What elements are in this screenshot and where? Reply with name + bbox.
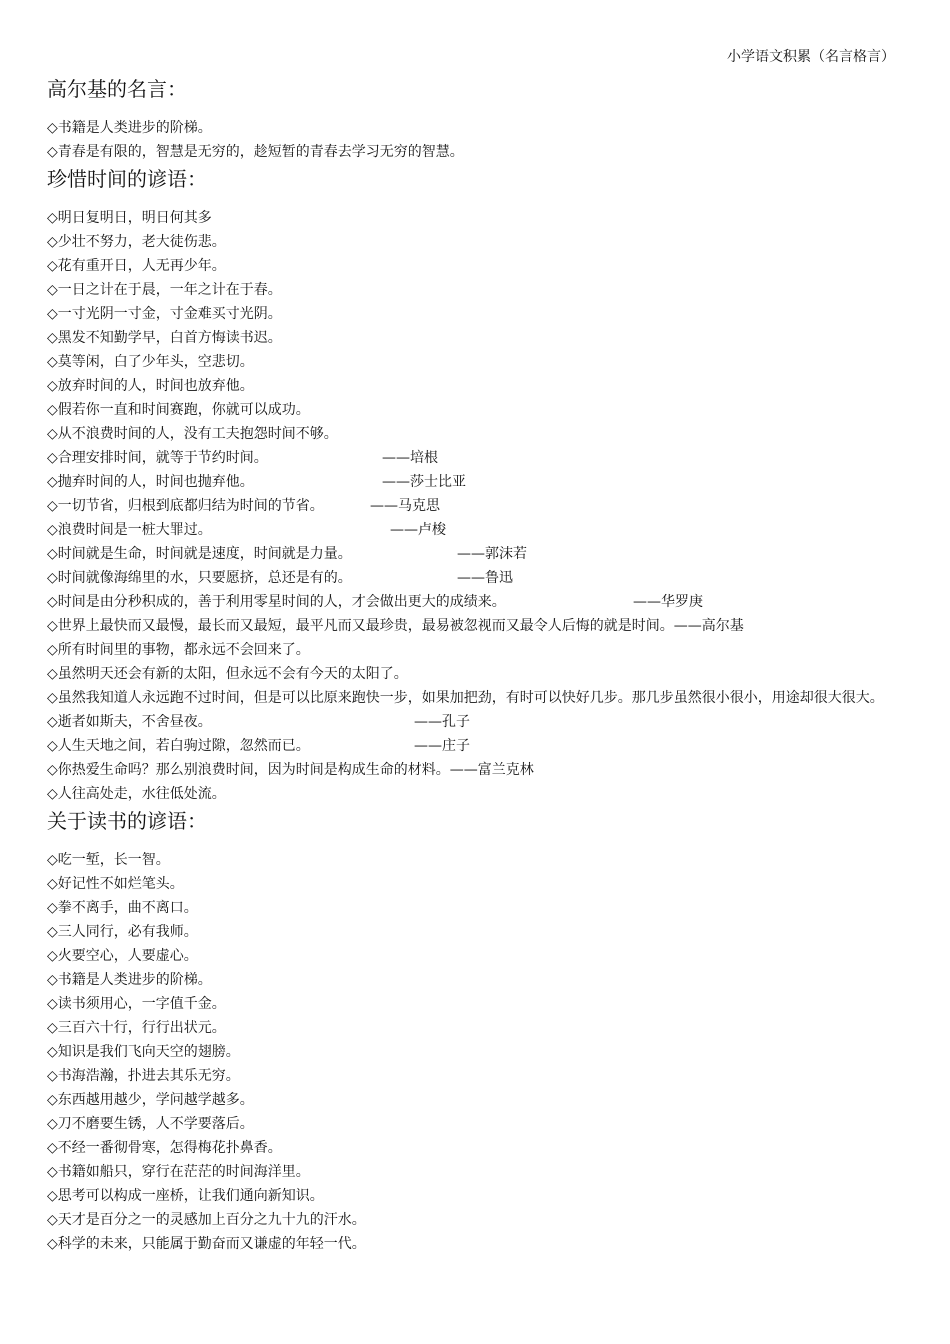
item-text: ◇书海浩瀚，扑进去其乐无穷。 <box>47 1068 240 1084</box>
item-author: ——庄子 <box>414 738 470 754</box>
item-text: ◇科学的未来，只能属于勤奋而又谦虚的年轻一代。 <box>47 1236 366 1252</box>
item-text: ◇读书须用心，一字值千金。 <box>47 996 226 1012</box>
item-text: ◇你热爱生命吗？那么别浪费时间，因为时间是构成生命的材料。——富兰克林 <box>47 762 534 778</box>
section <box>47 76 907 164</box>
list-item <box>47 1064 907 1088</box>
section-title: 珍惜时间的谚语： <box>47 167 207 191</box>
list-item <box>47 614 907 638</box>
item-text: ◇三人同行，必有我师。 <box>47 924 198 940</box>
item-text: ◇一切节省，归根到底都归结为时间的节省。 <box>47 498 324 514</box>
list-item <box>47 638 907 662</box>
item-text: ◇思考可以构成一座桥，让我们通向新知识。 <box>47 1188 324 1204</box>
list-item <box>47 278 907 302</box>
list-item <box>47 326 907 350</box>
list-item <box>47 1232 907 1256</box>
item-text: ◇假若你一直和时间赛跑，你就可以成功。 <box>47 402 310 418</box>
list-item <box>47 1136 907 1160</box>
item-text: ◇抛弃时间的人，时间也抛弃他。 <box>47 474 254 490</box>
list-item <box>47 542 907 566</box>
item-text: ◇时间是由分秒积成的，善于利用零星时间的人，才会做出更大的成绩来。 <box>47 594 506 610</box>
list-item <box>47 1112 907 1136</box>
item-text: ◇知识是我们飞向天空的翅膀。 <box>47 1044 240 1060</box>
item-text: ◇从不浪费时间的人，没有工夫抱怨时间不够。 <box>47 426 338 442</box>
item-text: ◇拳不离手，曲不离口。 <box>47 900 198 916</box>
item-author: ——孔子 <box>414 714 470 730</box>
item-text: ◇时间就是生命，时间就是速度，时间就是力量。 <box>47 546 352 562</box>
item-author: ——卢梭 <box>390 522 446 538</box>
list-item <box>47 1016 907 1040</box>
section-title: 关于读书的谚语： <box>47 809 207 833</box>
item-text: ◇好记性不如烂笔头。 <box>47 876 184 892</box>
item-text: ◇少壮不努力，老大徒伤悲。 <box>47 234 226 250</box>
list-item <box>47 782 907 806</box>
item-text: ◇时间就像海绵里的水，只要愿挤，总还是有的。 <box>47 570 352 586</box>
list-item <box>47 1208 907 1232</box>
item-text: ◇逝者如斯夫，不舍昼夜。 <box>47 714 212 730</box>
item-text: ◇一日之计在于晨，一年之计在于春。 <box>47 282 282 298</box>
list-item <box>47 872 907 896</box>
list-item <box>47 1088 907 1112</box>
item-text: ◇天才是百分之一的灵感加上百分之九十九的汗水。 <box>47 1212 366 1228</box>
item-text: ◇刀不磨要生锈，人不学要落后。 <box>47 1116 254 1132</box>
list-item <box>47 1184 907 1208</box>
item-text: ◇花有重开日，人无再少年。 <box>47 258 226 274</box>
header-note: 小学语文积累（名言格言） <box>727 49 895 65</box>
item-text: ◇人往高处走，水往低处流。 <box>47 786 226 802</box>
item-text: ◇书籍是人类进步的阶梯。 <box>47 972 212 988</box>
item-text: ◇人生天地之间，若白驹过隙，忽然而已。 <box>47 738 310 754</box>
item-text: ◇黑发不知勤学早，白首方悔读书迟。 <box>47 330 282 346</box>
list-item <box>47 206 907 230</box>
list-item <box>47 350 907 374</box>
list-item <box>47 140 907 164</box>
list-item <box>47 230 907 254</box>
item-text: ◇不经一番彻骨寒，怎得梅花扑鼻香。 <box>47 1140 282 1156</box>
list-item <box>47 590 907 614</box>
item-text: ◇东西越用越少，学问越学越多。 <box>47 1092 254 1108</box>
list-item <box>47 710 907 734</box>
list-item <box>47 446 907 470</box>
list-item <box>47 1040 907 1064</box>
list-item <box>47 896 907 920</box>
item-text: ◇书籍是人类进步的阶梯。 <box>47 120 212 136</box>
item-author: ——鲁迅 <box>457 570 513 586</box>
item-author: ——莎士比亚 <box>382 474 466 490</box>
item-text: ◇世界上最快而又最慢，最长而又最短，最平凡而又最珍贵，最易被忽视而又最令人后悔的就是时间。——高尔基 <box>47 618 744 634</box>
list-item <box>47 374 907 398</box>
list-item <box>47 494 907 518</box>
item-text: ◇书籍如船只，穿行在茫茫的时间海洋里。 <box>47 1164 310 1180</box>
section <box>47 166 907 806</box>
list-item <box>47 662 907 686</box>
item-author: ——马克思 <box>370 498 440 514</box>
item-text: ◇浪费时间是一桩大罪过。 <box>47 522 212 538</box>
list-item <box>47 920 907 944</box>
list-item <box>47 302 907 326</box>
list-item <box>47 422 907 446</box>
item-text: ◇虽然我知道人永远跑不过时间，但是可以比原来跑快一步，如果加把劲，有时可以快好几步。那几步虽然很小很小，用途却很大很大。 <box>47 690 884 706</box>
item-text: ◇所有时间里的事物，都永远不会回来了。 <box>47 642 310 658</box>
list-item <box>47 758 907 782</box>
list-item <box>47 116 907 140</box>
item-author: ——华罗庚 <box>633 594 703 610</box>
item-text: ◇一寸光阴一寸金，寸金难买寸光阴。 <box>47 306 282 322</box>
item-text: ◇青春是有限的，智慧是无穷的，趁短暂的青春去学习无穷的智慧。 <box>47 144 464 160</box>
list-item <box>47 848 907 872</box>
document-body <box>47 76 907 1258</box>
item-text: ◇虽然明天还会有新的太阳，但永远不会有今天的太阳了。 <box>47 666 408 682</box>
list-item <box>47 992 907 1016</box>
item-text: ◇火要空心，人要虚心。 <box>47 948 198 964</box>
list-item <box>47 470 907 494</box>
item-text: ◇明日复明日，明日何其多 <box>47 210 212 226</box>
list-item <box>47 686 907 710</box>
list-item <box>47 518 907 542</box>
item-author: ——培根 <box>382 450 438 466</box>
list-item <box>47 1160 907 1184</box>
item-author: ——郭沫若 <box>457 546 527 562</box>
item-text: ◇三百六十行，行行出状元。 <box>47 1020 226 1036</box>
item-text: ◇放弃时间的人，时间也放弃他。 <box>47 378 254 394</box>
item-text: ◇吃一堑，长一智。 <box>47 852 170 868</box>
list-item <box>47 254 907 278</box>
section-title: 高尔基的名言： <box>47 77 187 101</box>
list-item <box>47 968 907 992</box>
section <box>47 808 907 1256</box>
list-item <box>47 566 907 590</box>
item-text: ◇合理安排时间，就等于节约时间。 <box>47 450 268 466</box>
list-item <box>47 944 907 968</box>
list-item <box>47 398 907 422</box>
item-text: ◇莫等闲，白了少年头，空悲切。 <box>47 354 254 370</box>
list-item <box>47 734 907 758</box>
